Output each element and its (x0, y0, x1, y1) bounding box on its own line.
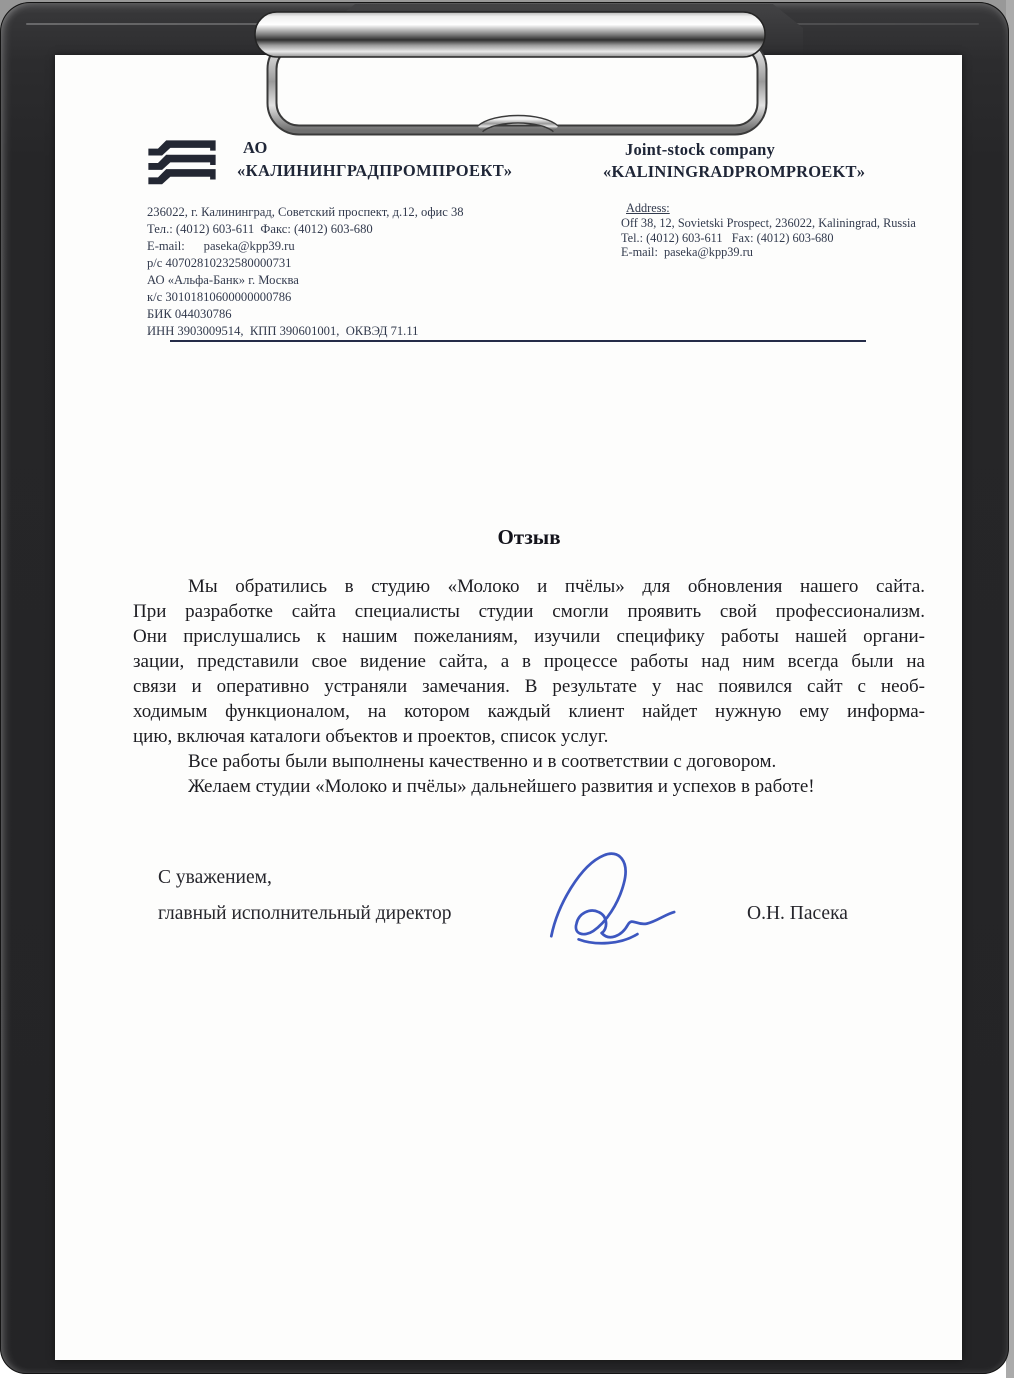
body-line: зации, представили свое видение сайта, а в процессе работы над ним всегда были на (133, 651, 925, 672)
org-title-en: «KALININGRADPROMPROEKT» (603, 161, 866, 181)
letter-body (133, 574, 925, 804)
corr-account-line: к/с 30101810600000000786 (147, 290, 292, 304)
body-line: ходимым функционалом, на котором каждый клиент найдет нужную ему информа- (133, 701, 925, 722)
salutation: С уважением, (158, 867, 272, 888)
body-line: Желаем студии «Молоко и пчёлы» дальнейшего развития и успехов в работе! (188, 776, 815, 797)
address-line: 236022, г. Калининград, Советский проспект, д.12, офис 38 (147, 205, 464, 219)
org-title-ru: «КАЛИНИНГРАДПРОМПРОЕКТ» (237, 160, 513, 180)
body-line: Все работы были выполнены качественно и в соответствии с договором. (188, 751, 777, 772)
contact-block-ru (147, 204, 464, 340)
signer-position: главный исполнительный директор (158, 903, 452, 924)
phone-line-en: Tel.: (4012) 603-611 Fax: (4012) 603-680 (621, 230, 834, 245)
body-line: связи и оперативно устраняли замечания. В результате у нас появился сайт с необ- (133, 676, 925, 697)
org-type-en: Joint-stock company (625, 140, 776, 159)
handwritten-signature-icon (533, 848, 683, 953)
org-type-ru: АО (243, 138, 268, 157)
body-line: Они прислушались к нашим пожеланиям, изучили специфику работы нашей органи- (133, 626, 925, 647)
clipboard-clip-icon (250, 3, 775, 138)
org-name-ru (237, 137, 512, 182)
letterhead-divider (170, 340, 866, 342)
document-title: Отзыв (497, 525, 561, 549)
email-line: E-mail: paseka@kpp39.ru (147, 239, 295, 253)
signer-name: О.Н. Пасека (747, 903, 848, 924)
bank-name-line: АО «Альфа-Банк» г. Москва (147, 273, 299, 287)
inn-line: ИНН 3903009514, КПП 390601001, ОКВЭД 71.11 (147, 324, 419, 338)
letter-paper (55, 55, 962, 1360)
phone-line: Тел.: (4012) 603-611 Факс: (4012) 603-680 (147, 222, 373, 236)
kpp-zigzag-logo-icon (147, 134, 217, 192)
bik-line: БИК 044030786 (147, 307, 232, 321)
body-line: цию, включая каталоги объектов и проектов, список услуг. (133, 726, 609, 747)
address-label: Address: (626, 201, 670, 215)
body-line: Мы обратились в студию «Молоко и пчёлы» для обновления нашего сайта. (188, 576, 925, 597)
email-line-en: E-mail: paseka@kpp39.ru (621, 245, 753, 260)
address-line-en: Off 38, 12, Sovietski Prospect, 236022, Kaliningrad, Russia (621, 215, 916, 230)
bank-account-line: р/с 40702810232580000731 (147, 256, 292, 270)
contact-block-en (621, 201, 916, 260)
org-name-en (603, 139, 865, 182)
body-line: При разработке сайта специалисты студии смогли проявить свой профессионализм. (133, 601, 925, 622)
